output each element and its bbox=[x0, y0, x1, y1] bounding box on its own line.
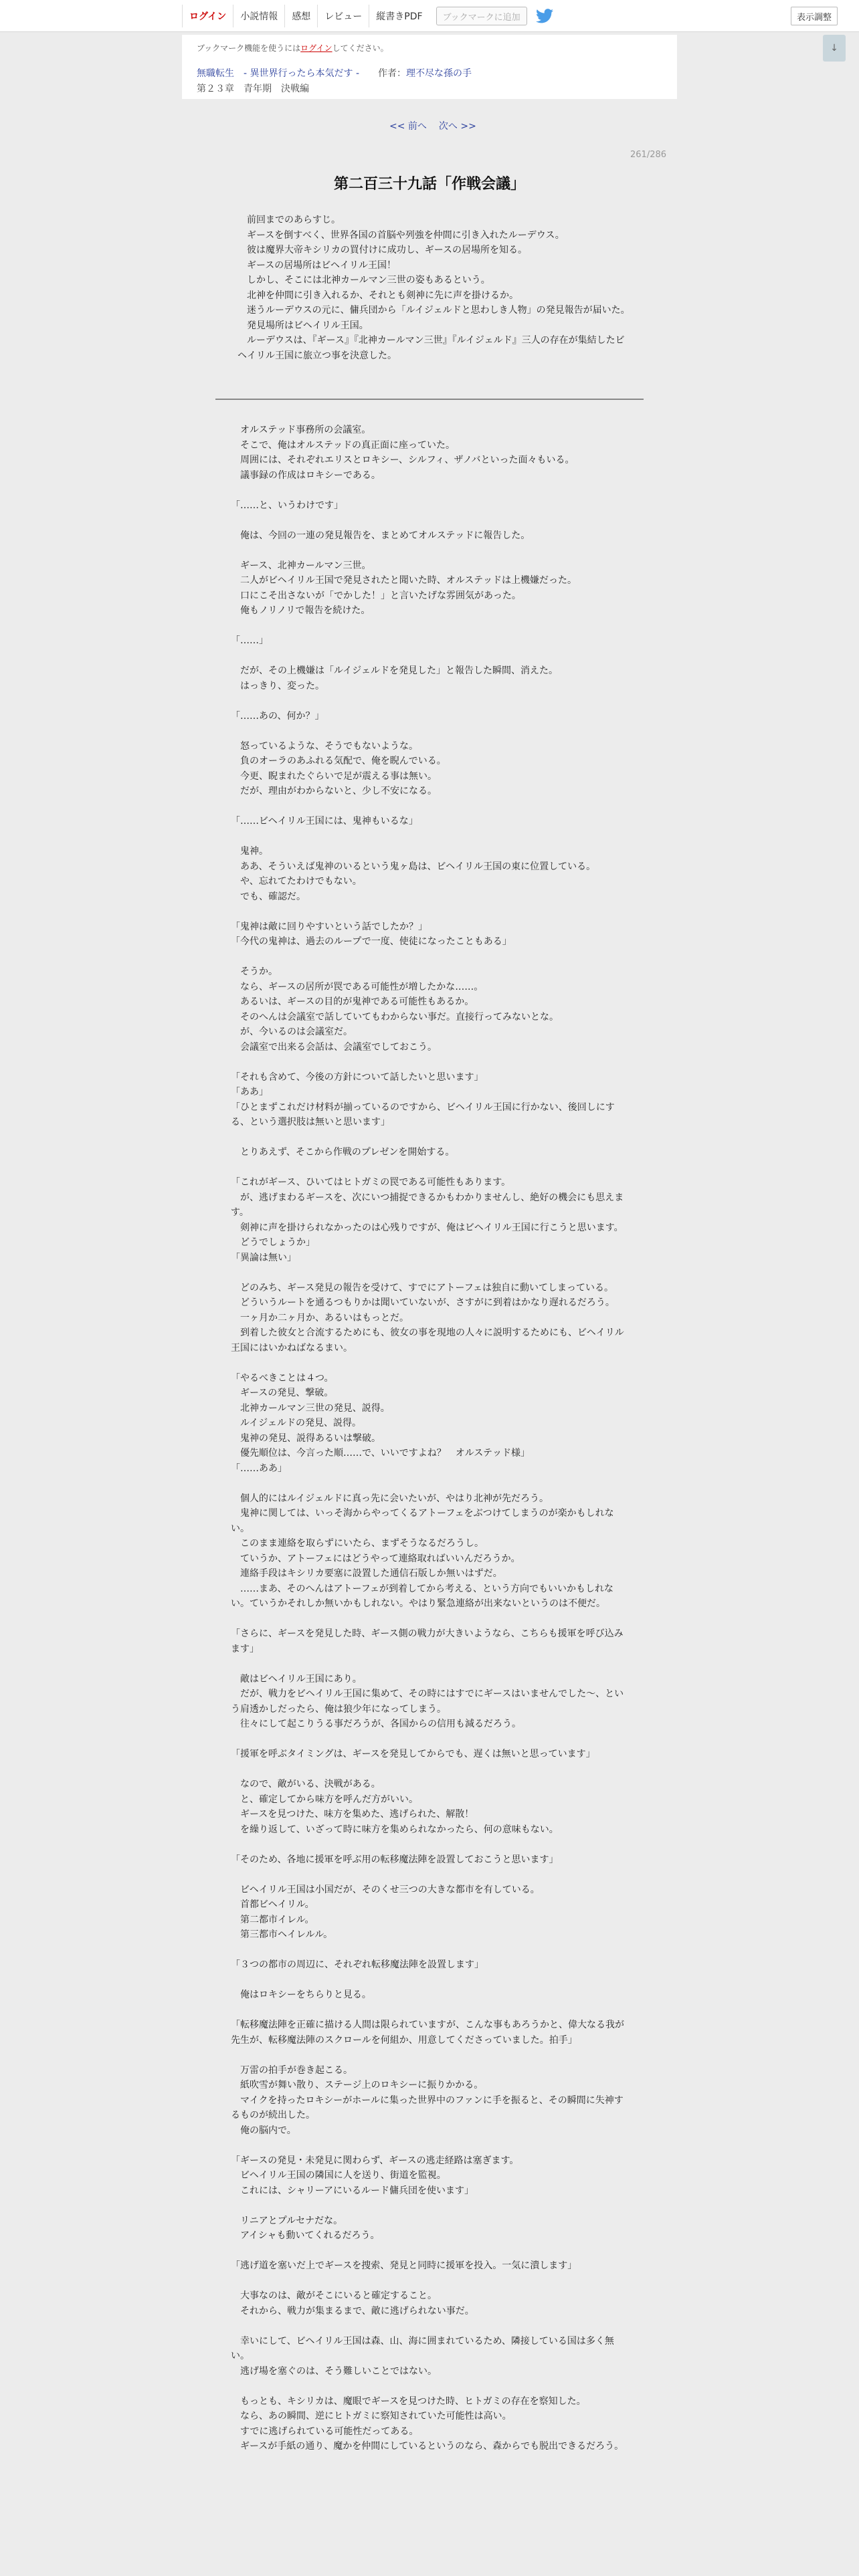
body-line: 一ヶ月か二ヶ月か、あるいはもっとだ。 bbox=[231, 1312, 409, 1323]
body-line: 「今代の鬼神は、過去のループで一度、使徒になったこともある」 bbox=[231, 936, 512, 947]
body-line bbox=[231, 543, 626, 558]
body-line bbox=[231, 1943, 626, 1958]
body-line: ……まあ、そのへんはアトーフェが到着してから考える、という方向でもいいかもしれない。ていうかそれしか無いかもしれない。やはり緊急連絡が出来ないというのは不便だ。 bbox=[231, 1583, 614, 1609]
body-line: ギースを見つけた、味方を集めた、逃げられた、解散！ bbox=[231, 1809, 474, 1820]
body-line: 敵はビヘイリル王国にあり。 bbox=[231, 1673, 362, 1685]
body-line: 鬼神に関しては、いっそ海からやってくるアトーフェをぶつけてしまうのが楽かもしれない。 bbox=[231, 1508, 614, 1534]
body-line: ギース、北神カールマン三世。 bbox=[231, 560, 371, 571]
body-line: アイシャも動いてくれるだろう。 bbox=[231, 2230, 380, 2241]
body-line: 「……あの、何か？」 bbox=[231, 710, 324, 722]
chapter-body bbox=[231, 423, 626, 2454]
body-line: オルステッド事務所の会議室。 bbox=[231, 425, 371, 435]
body-line bbox=[231, 649, 626, 664]
body-line: 剣神に声を掛けられなかったのは心残りですが、俺はビヘイリル王国に行こうと思います。 bbox=[231, 1222, 624, 1233]
body-line: どのみち、ギース発見の報告を受けて、すでにアトーフェは独自に動いてしまっている。 bbox=[231, 1282, 614, 1293]
body-line: 負のオーラのあふれる気配で、俺を睨んでいる。 bbox=[231, 756, 446, 766]
body-line bbox=[231, 2138, 626, 2153]
body-line: 連絡手段はキシリカ要塞に設置した通信石版しか無いはずだ。 bbox=[231, 1568, 502, 1579]
body-line: 俺はロキシーをちらりと見る。 bbox=[231, 1990, 371, 2000]
body-line: 到着した彼女と合流するためにも、彼女の事を現地の人々に説明するためにも、ビヘイリル王国にはいかねばなるまい。 bbox=[231, 1327, 624, 1354]
body-line bbox=[231, 2048, 626, 2063]
body-line: 個人的にはルイジェルドに真っ先に会いたいが、やはり北神が先だろう。 bbox=[231, 1493, 549, 1504]
body-line bbox=[231, 1612, 626, 1627]
pager bbox=[389, 119, 476, 132]
body-line bbox=[231, 799, 626, 815]
body-line bbox=[231, 1762, 626, 1778]
body-line bbox=[231, 2198, 626, 2214]
body-line bbox=[231, 2244, 626, 2259]
body-line bbox=[231, 724, 626, 739]
body-line: 紙吹雪が舞い散り、ステージ上のロキシーに振りかかる。 bbox=[231, 2080, 484, 2090]
body-line: とりあえず、そこから作戦のプレゼンを開始する。 bbox=[231, 1147, 455, 1158]
author-label: 作者： bbox=[378, 68, 407, 79]
body-line: 俺の脳内で。 bbox=[231, 2125, 296, 2136]
body-line: ビヘイリル王国の隣国に人を送り、街道を監視。 bbox=[231, 2170, 446, 2181]
body-line: 今更、睨まれたぐらいで足が震える事は無い。 bbox=[231, 770, 437, 782]
display-settings-button[interactable]: 表示調整 bbox=[791, 7, 838, 25]
body-line: どうでしょうか」 bbox=[231, 1237, 315, 1248]
body-line: 「さらに、ギースを発見した時、ギース側の戦力が大きいようなら、こちらも援軍を呼び込みます」 bbox=[231, 1628, 624, 1654]
body-line: リニアとプルセナだな。 bbox=[231, 2215, 343, 2226]
series-line bbox=[197, 66, 472, 80]
chapter-title: 第二百三十九話「作戦会議」 bbox=[333, 176, 525, 193]
preface-line: ギースを倒すべく、世界各国の首脳や列強を仲間に引き入れたルーデウス。 bbox=[237, 229, 565, 241]
body-line: でも、確認だ。 bbox=[231, 891, 306, 902]
body-line: を繰り返して、いざって時に味方を集められなかったら、何の意味もない。 bbox=[231, 1824, 559, 1835]
body-line bbox=[231, 1055, 626, 1070]
body-line bbox=[231, 1160, 626, 1176]
series-title-link[interactable]: 無職転生 - 異世界行ったら本気だす - bbox=[197, 68, 360, 79]
impression-link[interactable]: 感想 bbox=[284, 5, 317, 27]
body-line: 「鬼神は敵に回りやすいという話でしたか？」 bbox=[231, 921, 427, 932]
body-line: 「転移魔法陣を正確に描ける人間は限られていますが、こんな事もあろうかと、偉大なる我が先生が、転移魔法陣のスクロールを何組か、用意してくださっていました。拍手」 bbox=[231, 2020, 624, 2046]
body-line: 首都ビヘイリル。 bbox=[231, 1899, 314, 1910]
body-line: なので、敵がいる、決戦がある。 bbox=[231, 1779, 381, 1790]
body-line: 「やるべきことは４つ。 bbox=[231, 1372, 334, 1384]
body-line: 鬼神。 bbox=[231, 846, 268, 857]
bookmark-note-suffix: してください。 bbox=[332, 43, 389, 53]
scroll-down-button[interactable]: ↓ bbox=[823, 35, 846, 62]
author-link[interactable]: 理不尽な孫の手 bbox=[406, 68, 472, 79]
body-line bbox=[231, 693, 626, 709]
body-line bbox=[231, 513, 626, 528]
preface-line: しかし、そこには北神カールマン三世の姿もあるという。 bbox=[237, 275, 490, 286]
body-line: 二人がビヘイリル王国で発見されたと聞いた時、オルステッドは上機嫌だった。 bbox=[231, 575, 577, 586]
body-line bbox=[231, 1476, 626, 1491]
body-line bbox=[231, 1265, 626, 1281]
vertical-pdf-link[interactable]: 縦書きPDF bbox=[369, 5, 429, 27]
body-line: そのへんは会議室で話していてもわからない事だ。直接行ってみないとな。 bbox=[231, 1011, 559, 1023]
body-line: このまま連絡を取らずにいたら、まずそうなるだろうし。 bbox=[231, 1538, 484, 1549]
body-line bbox=[231, 2274, 626, 2289]
preface-line: 彼は魔界大帝キシリカの買付けに成功し、ギースの居場所を知る。 bbox=[237, 245, 528, 255]
body-line: 第二都市イレル。 bbox=[231, 1914, 314, 1925]
body-line: 会議室で出来る会話は、会議室でしておこう。 bbox=[231, 1041, 437, 1053]
body-line: 議事録の作成はロキシーである。 bbox=[231, 469, 381, 481]
body-line: 北神カールマン三世の発見、説得。 bbox=[231, 1402, 390, 1414]
body-line: ああ、そういえば鬼神のいるという鬼ヶ島は、ビヘイリル王国の東に位置している。 bbox=[231, 861, 596, 872]
bookmark-note bbox=[197, 42, 389, 53]
preface-line: 迷うルーデウスの元に、傭兵団から「ルイジェルドと思わしき人物」の発見報告が届いた。 bbox=[237, 305, 630, 316]
body-line: 「援軍を呼ぶタイミングは、ギースを発見してからでも、遅くは無いと思っています」 bbox=[231, 1749, 595, 1759]
body-line: 「……ああ」 bbox=[231, 1463, 287, 1474]
body-line bbox=[231, 2003, 626, 2018]
body-line: 万雷の拍手が巻き起こる。 bbox=[231, 2064, 353, 2076]
body-line: どういうルートを通るつもりかは聞いていないが、さすがに到着はかなり遅れるだろう。 bbox=[231, 1297, 615, 1308]
chapter-label: 第２３章 青年期 決戦編 bbox=[197, 84, 309, 94]
body-line: 第三都市ヘイレルル。 bbox=[231, 1929, 333, 1940]
preface-line: ルーデウスは、『ギース』『北神カールマン三世』『ルイジェルド』三人の存在が集結したビヘイリル王国に旅立つ事を決意した。 bbox=[237, 335, 625, 361]
body-line: 怒っているような、そうでもないような。 bbox=[231, 740, 418, 752]
body-line: 「ギースの発見・未発見に関わらず、ギースの逃走経路は塞ぎます。 bbox=[231, 2155, 519, 2166]
body-line: これには、シャリーアにいるルード傭兵団を使います」 bbox=[231, 2185, 474, 2196]
login-link[interactable]: ログイン bbox=[182, 5, 233, 27]
body-line: なら、ギースの居所が罠である可能性が増したかな……。 bbox=[231, 981, 484, 992]
body-line: と、確定してから味方を呼んだ方がいい。 bbox=[231, 1794, 418, 1805]
body-line: 「ひとまずこれだけ材料が揃っているのですから、ビヘイリル王国に行かない、後回しにする、という選択肢は無いと思います」 bbox=[231, 1101, 615, 1128]
preface-divider bbox=[215, 399, 644, 400]
body-line bbox=[231, 483, 626, 498]
body-line: 「そのため、各地に援軍を呼ぶ用の転移魔法陣を設置しておこうと思います」 bbox=[231, 1854, 559, 1865]
body-line: 「３つの都市の周辺に、それぞれ転移魔法陣を設置します」 bbox=[231, 1959, 484, 1970]
body-line bbox=[231, 1130, 626, 1146]
page-count: 261/286 bbox=[630, 150, 667, 160]
body-line: だが、理由がわからないと、少し不安になる。 bbox=[231, 786, 437, 796]
body-line: 「……ビヘイリル王国には、鬼神もいるな」 bbox=[231, 816, 418, 827]
body-line bbox=[231, 2319, 626, 2334]
body-line: ギースの発見、撃破。 bbox=[231, 1388, 334, 1398]
preface-line: ギースの居場所はビヘイリル王国！ bbox=[237, 259, 397, 271]
review-link[interactable]: レビュー bbox=[317, 5, 369, 27]
body-line: 口にこそ出さないが「でかした！」と言いたげな雰囲気があった。 bbox=[231, 590, 521, 601]
add-bookmark-button[interactable]: ブックマークに追加 bbox=[436, 7, 527, 25]
body-line: 大事なのは、敵がそこにいると確定すること。 bbox=[231, 2290, 437, 2301]
bookmark-note-prefix: ブックマーク機能を使うには bbox=[197, 43, 301, 53]
twitter-icon[interactable] bbox=[535, 7, 554, 25]
preface-line: 北神を仲間に引き入れるか、それとも剣神に先に声を掛けるか。 bbox=[237, 290, 518, 301]
preface-line: 発見場所はビヘイリル王国。 bbox=[237, 320, 369, 331]
body-line: はっきり、変った。 bbox=[231, 680, 324, 691]
body-line: 「それも含めて、今後の方針について話したいと思います」 bbox=[231, 1071, 484, 1083]
preface-line: 前回までのあらすじ。 bbox=[237, 215, 341, 225]
body-line: それから、戦力が集まるまで、敵に逃げられない事だ。 bbox=[231, 2305, 474, 2317]
body-line bbox=[231, 1867, 626, 1883]
body-line: そうか。 bbox=[231, 966, 278, 977]
body-line: もっとも、キシリカは、魔眼でギースを見つけた時、ヒトガミの存在を察知した。 bbox=[231, 2395, 586, 2407]
bookmark-login-link[interactable]: ログイン bbox=[300, 43, 332, 53]
body-line: 逃げ場を塞ぐのは、そう難しいことではない。 bbox=[231, 2365, 437, 2377]
body-line: 俺もノリノリで報告を続けた。 bbox=[231, 605, 371, 616]
body-line bbox=[231, 1973, 626, 1988]
body-line bbox=[231, 1656, 626, 1672]
body-line: だが、戦力をビヘイリル王国に集めて、その時にはすでにギースはいませんでした〜、という肩透かしだったら、俺は狼少年になってしまう。 bbox=[231, 1689, 624, 1715]
top-nav-bar bbox=[0, 0, 859, 32]
body-line bbox=[231, 904, 626, 920]
body-line bbox=[231, 1732, 626, 1747]
body-line: 「これがギース、ひいてはヒトガミの罠である可能性もあります。 bbox=[231, 1177, 511, 1188]
body-line: 往々にして起こりうる事だろうが、各国からの信用も減るだろう。 bbox=[231, 1719, 521, 1729]
body-line: が、今いるのは会議室だ。 bbox=[231, 1027, 353, 1037]
preface-text bbox=[237, 213, 632, 363]
body-line bbox=[231, 1837, 626, 1852]
body-line: 「……と、いうわけです」 bbox=[231, 500, 343, 511]
body-line: 「……」 bbox=[231, 635, 268, 646]
body-line bbox=[231, 950, 626, 965]
body-line: 幸いにして、ビヘイリル王国は森、山、海に囲まれているため、隣接している国は多く無い。 bbox=[231, 2335, 614, 2361]
body-line: や、忘れてたわけでもない。 bbox=[231, 876, 362, 887]
body-line: なら、あの瞬間、逆にヒトガミに察知されていた可能性は高い。 bbox=[231, 2411, 512, 2422]
body-line: 「ああ」 bbox=[231, 1087, 268, 1097]
body-line: ルイジェルドの発見、説得。 bbox=[231, 1418, 362, 1428]
prev-page-link[interactable]: << 前へ bbox=[389, 121, 427, 132]
body-line: 「異論は無い」 bbox=[231, 1252, 296, 1263]
body-line: ギースが手紙の通り、魔かを仲間にしているというのなら、森からでも脱出できるだろう。 bbox=[231, 2441, 624, 2452]
body-line bbox=[231, 1356, 626, 1371]
body-line: そこで、俺はオルステッドの真正面に座っていた。 bbox=[231, 439, 456, 451]
body-line: ていうか、アトーフェにはどうやって連絡取ればいいんだろうか。 bbox=[231, 1553, 520, 1564]
body-line: が、逃げまわるギースを、次にいつ捕捉できるかもわかりませんし、絶好の機会にも思えます。 bbox=[231, 1192, 624, 1218]
nav-links bbox=[182, 5, 554, 27]
body-line bbox=[231, 619, 626, 634]
body-line bbox=[231, 829, 626, 845]
body-line: すでに逃げられている可能性だってある。 bbox=[231, 2426, 419, 2437]
novel-info-link[interactable]: 小説情報 bbox=[233, 5, 284, 27]
body-line: 鬼神の発見、説得あるいは撃破。 bbox=[231, 1432, 381, 1444]
novel-info-box bbox=[182, 35, 677, 99]
next-page-link[interactable]: 次へ >> bbox=[438, 121, 476, 132]
body-line: あるいは、ギースの目的が鬼神である可能性もあるか。 bbox=[231, 996, 474, 1007]
body-line: 優先順位は、今言った順……で、いいですよね？ オルステッド様」 bbox=[231, 1448, 531, 1459]
body-line: 俺は、今回の一連の発見報告を、まとめてオルステッドに報告した。 bbox=[231, 530, 531, 541]
body-line: ビヘイリル王国は小国だが、そのくせ三つの大きな都市を有している。 bbox=[231, 1884, 540, 1895]
body-line: 「逃げ道を塞いだ上でギースを捜索、発見と同時に援軍を投入。一気に潰します」 bbox=[231, 2260, 577, 2271]
body-line: 周囲には、それぞれエリスとロキシー、シルフィ、ザノバといった面々もいる。 bbox=[231, 455, 575, 465]
body-line: マイクを持ったロキシーがホールに集った世界中のファンに手を振ると、その瞬間に失神するものが続出した。 bbox=[231, 2095, 624, 2121]
body-line bbox=[231, 2379, 626, 2394]
body-line: だが、その上機嫌は「ルイジェルドを発見した」と報告した瞬間、消えた。 bbox=[231, 665, 559, 676]
